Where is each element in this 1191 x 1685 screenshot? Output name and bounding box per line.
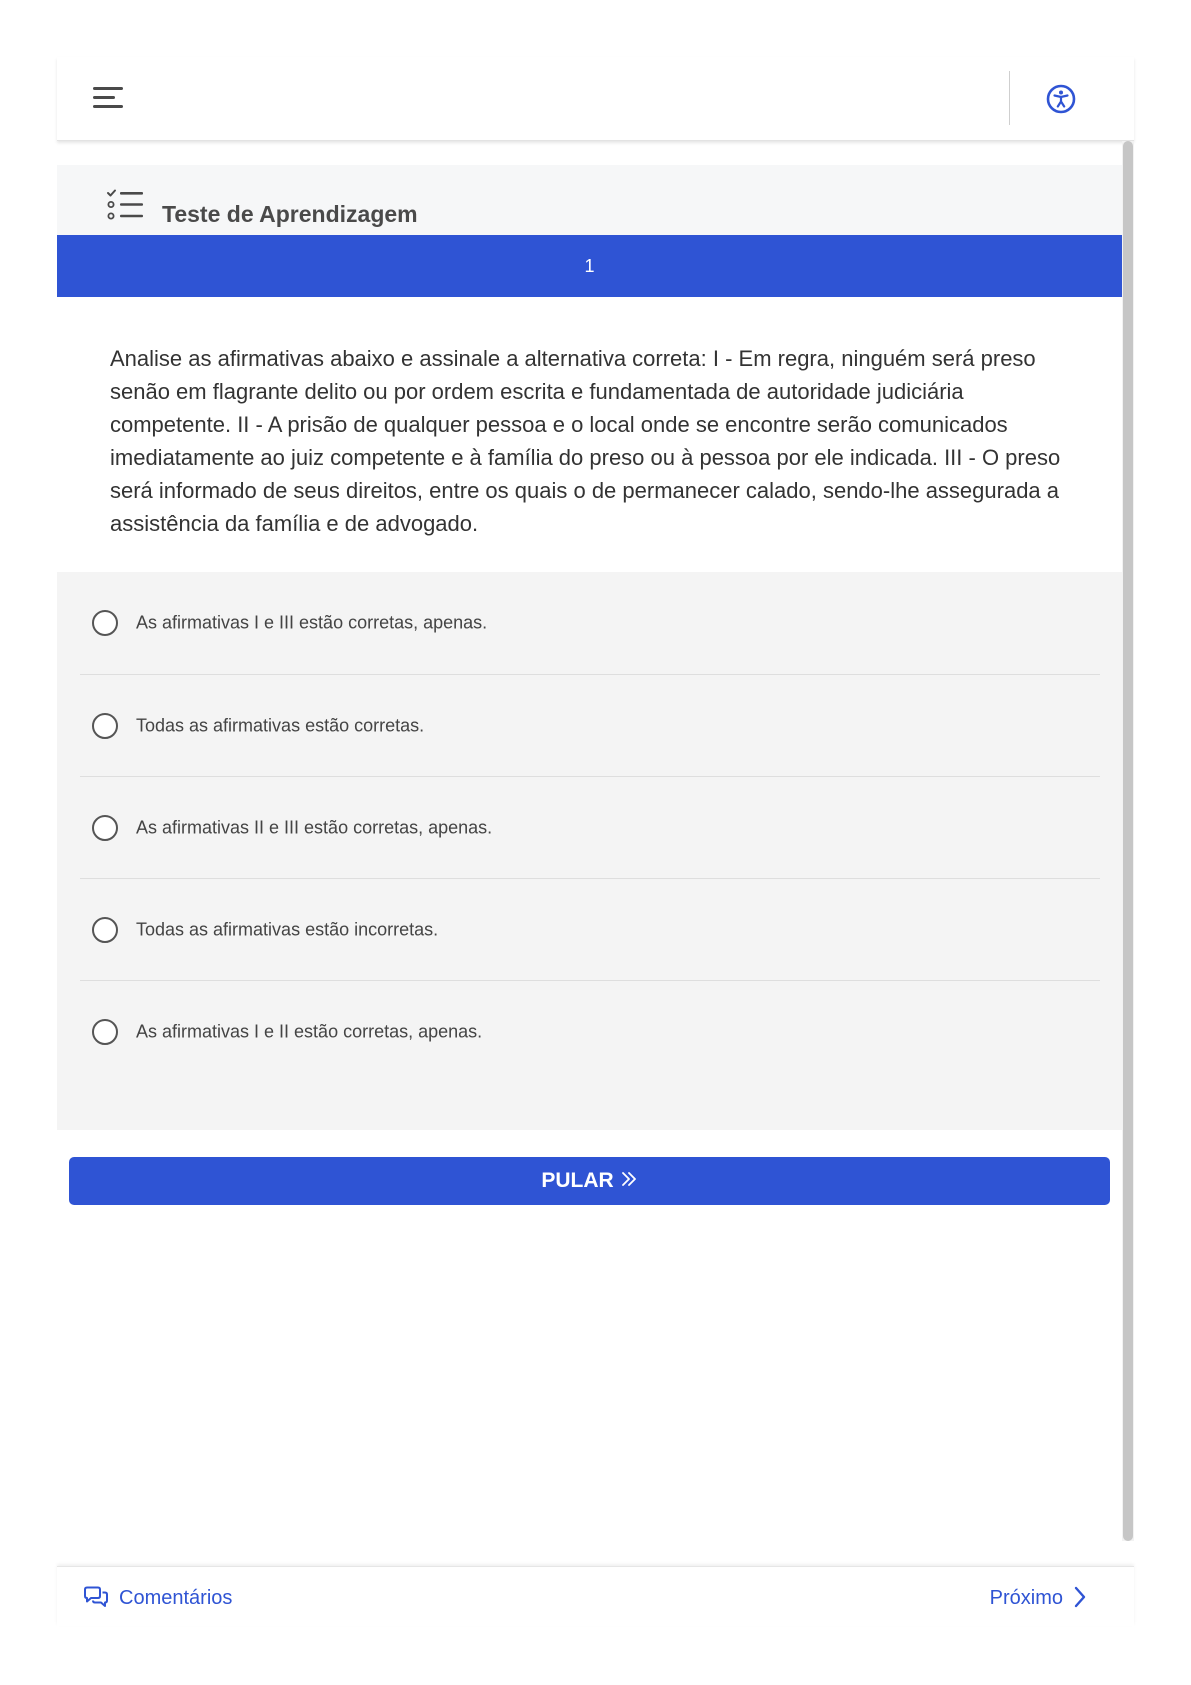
comments-link[interactable] [83,1587,232,1610]
comments-label: Comentários [119,1587,233,1609]
next-link[interactable] [990,1587,1087,1610]
answer-option[interactable] [80,776,1100,878]
answer-option[interactable] [80,572,1100,674]
double-chevron-right-icon [620,1170,638,1188]
quiz-header [57,165,1122,235]
answer-option[interactable] [80,674,1100,776]
answer-option[interactable] [80,980,1100,1082]
question-text: Analise as afirmativas abaixo e assinale a alternativa correta: I - Em regra, ninguém será preso senão em flagrante delito ou por ordem escrita e fundamentada de autoridade judiciária competente. II - A prisão de qualquer pessoa e o local onde se encontre serão comunicados imediatamente ao juiz competente e à família do preso ou à pessoa por ele indicada. III - O preso será informado de seus direitos, entre os quais o de permanecer calado, sendo-lhe assegurada a assistência da família e de advogado. [110,346,1061,536]
answer-option-label: As afirmativas I e III estão corretas, apenas. [136,612,488,633]
answer-option[interactable] [80,878,1100,980]
radio-button[interactable] [92,917,118,943]
scrollbar[interactable] [1122,141,1134,1541]
answer-option-label: Todas as afirmativas estão incorretas. [136,919,439,939]
app-frame [57,57,1134,1626]
radio-button[interactable] [92,610,118,636]
radio-button[interactable] [92,815,118,841]
answer-options [57,572,1122,1130]
question-number-bar: 1 [57,235,1122,297]
hamburger-menu-icon[interactable] [93,85,123,113]
answer-option-label: As afirmativas II e III estão corretas, apenas. [136,817,493,837]
bottom-nav [57,1566,1134,1626]
checklist-icon [107,189,145,221]
chat-bubbles-icon [83,1586,109,1608]
chevron-right-icon [1073,1586,1087,1608]
scrollbar-thumb[interactable] [1123,141,1133,1541]
top-bar [57,57,1134,141]
answer-option-label: Todas as afirmativas estão corretas. [136,715,425,735]
radio-button[interactable] [92,1019,118,1045]
accessibility-icon[interactable] [1045,83,1077,115]
page-title: Teste de Aprendizagem [162,201,418,227]
next-label: Próximo [989,1587,1063,1609]
radio-button[interactable] [92,713,118,739]
skip-button[interactable] [69,1157,1110,1205]
answer-option-label: As afirmativas I e II estão corretas, apenas. [136,1021,483,1041]
divider [1009,71,1010,125]
skip-button-label: PULAR [541,1169,614,1192]
